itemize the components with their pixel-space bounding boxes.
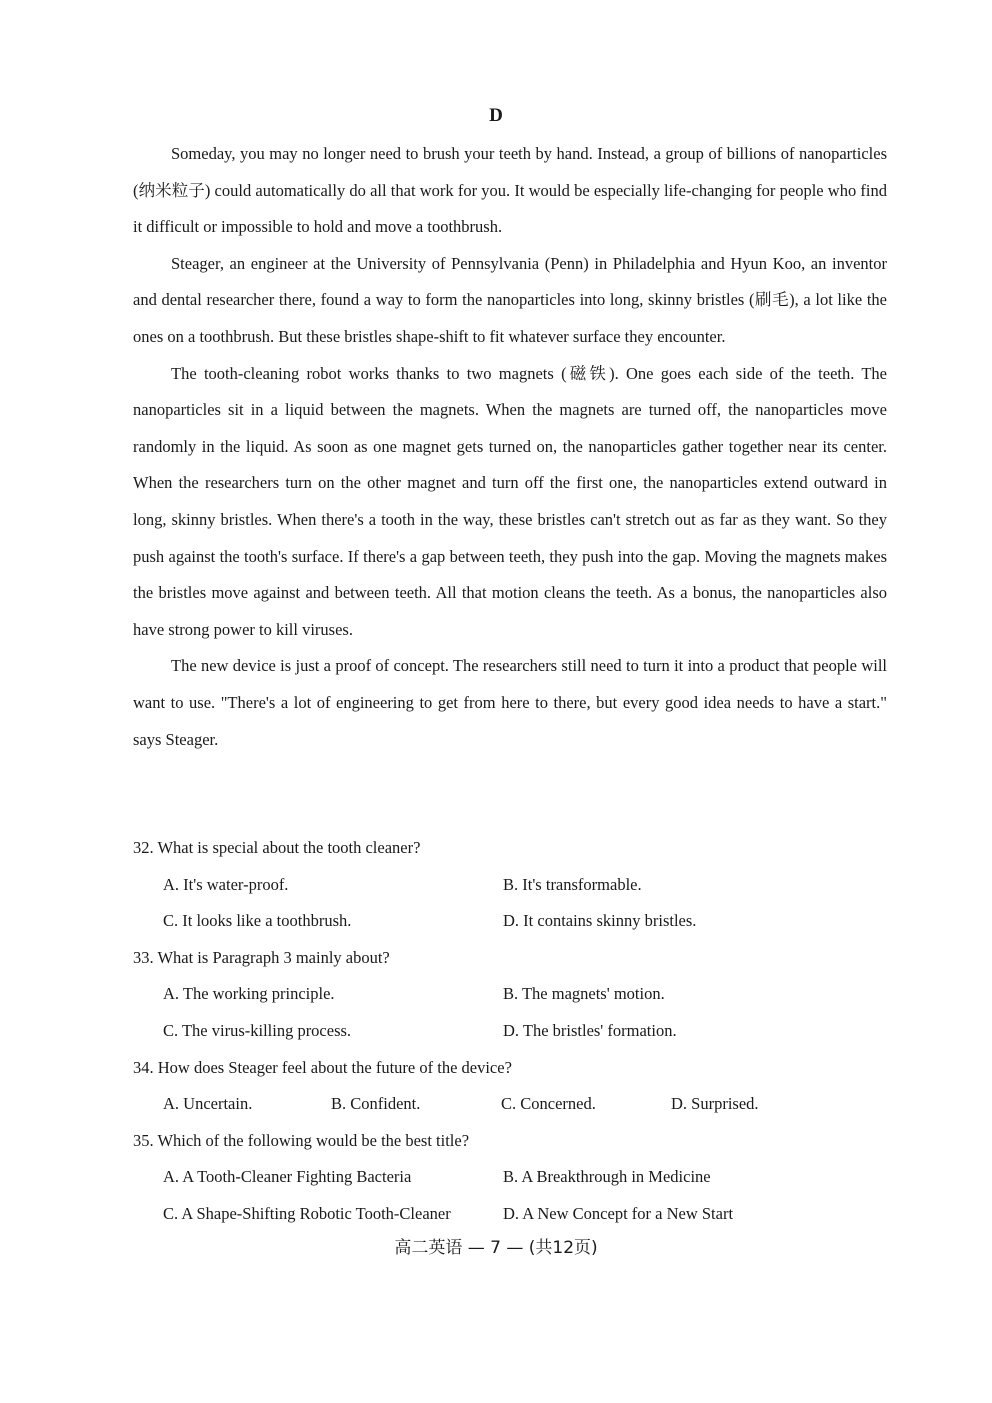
question-stem: 35. Which of the following would be the best title? xyxy=(133,1130,470,1150)
option-b: B. A Breakthrough in Medicine xyxy=(503,1167,711,1187)
passage-paragraph: The new device is just a proof of concept. The researchers still need to turn it into a product that people will want to use. "There's a lot of engineering to get from here to there, but every good idea needs to have a start." says Steager. xyxy=(133,656,887,749)
option-a: A. A Tooth-Cleaner Fighting Bacteria xyxy=(163,1167,412,1187)
option-b: B. It's transformable. xyxy=(503,874,642,894)
question-stem: 34. How does Steager feel about the future of the device? xyxy=(133,1057,512,1077)
question-stem: 33. What is Paragraph 3 mainly about? xyxy=(133,947,390,967)
option-c: C. A Shape-Shifting Robotic Tooth-Cleaner xyxy=(163,1203,451,1223)
question-list xyxy=(133,830,893,1233)
option-a: A. The working principle. xyxy=(163,984,335,1004)
section-heading: D xyxy=(489,105,503,126)
page-footer: 高二英语 — 7 — (共12页) xyxy=(394,1238,598,1258)
question-35 xyxy=(133,1123,893,1233)
option-d: D. The bristles' formation. xyxy=(503,1020,677,1040)
option-b: B. The magnets' motion. xyxy=(503,984,665,1004)
option-a: A. It's water-proof. xyxy=(163,874,289,894)
option-a: A. Uncertain. xyxy=(163,1094,253,1114)
option-d: D. It contains skinny bristles. xyxy=(503,911,697,931)
question-stem: 32. What is special about the tooth cleaner? xyxy=(133,838,421,857)
question-34 xyxy=(133,1050,893,1123)
option-d: D. A New Concept for a New Start xyxy=(503,1203,734,1223)
passage-paragraph: Someday, you may no longer need to brush your teeth by hand. Instead, a group of billions of nanoparticles (纳米粒子) could automatically do all that work for you. It would be especially life-changing for people who find it difficult or impossible to hold and move a toothbrush. xyxy=(133,144,887,237)
question-32 xyxy=(133,830,893,940)
question-33 xyxy=(133,940,893,1050)
passage-paragraph: Steager, an engineer at the University of Pennsylvania (Penn) in Philadelphia and Hyun Koo, an inventor and dental researcher there, found a way to form the nanoparticles into long, skinny bristles (刷毛), a lot like the ones on a toothbrush. But these bristles shape-shift to fit whatever surface they encounter. xyxy=(133,253,887,346)
option-c: C. Concerned. xyxy=(501,1094,596,1114)
option-c: C. The virus-killing process. xyxy=(163,1020,352,1040)
option-c: C. It looks like a toothbrush. xyxy=(163,911,352,931)
reading-passage xyxy=(133,136,887,758)
option-b: B. Confident. xyxy=(331,1094,421,1114)
option-d: D. Surprised. xyxy=(671,1094,759,1114)
passage-paragraph: The tooth-cleaning robot works thanks to two magnets (磁铁). One goes each side of the teeth. The nanoparticles sit in a liquid between the magnets. When the magnets are turned off, the nanoparticles move randomly in the liquid. As soon as one magnet gets turned on, the nanoparticles gather together near its center. When the researchers turn on the other magnet and turn off the first one, the nanoparticles extend outward in long, skinny bristles. When there's a tooth in the way, these bristles can't stretch out as far as they want. So they push against the tooth's surface. If there's a gap between teeth, they push into the gap. Moving the magnets makes the bristles move against and between teeth. All that motion cleans the teeth. As a bonus, the nanoparticles also have strong power to kill viruses. xyxy=(133,363,887,639)
